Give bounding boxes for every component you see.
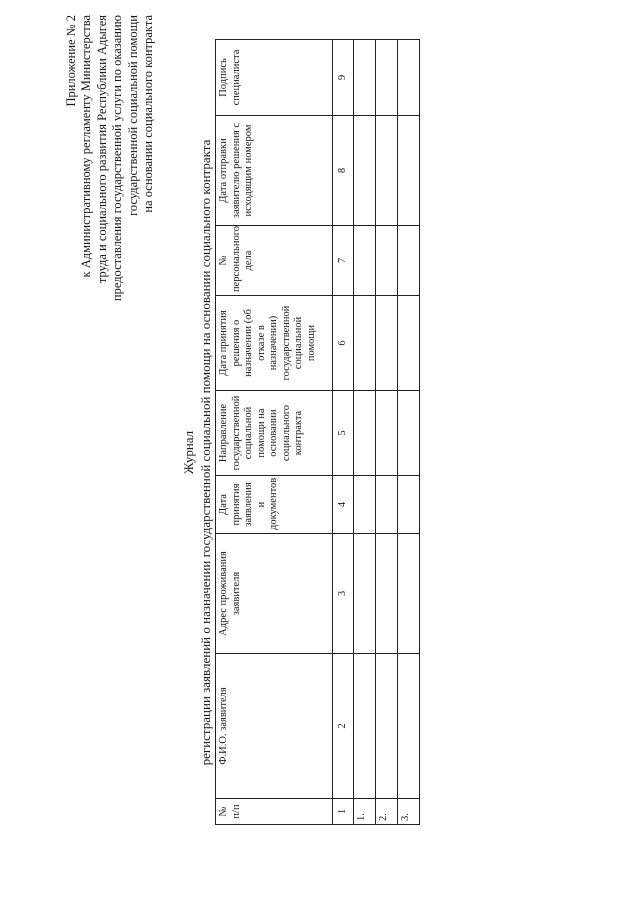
appendix-line: предоставления государственной услуги по оказанию: [110, 15, 125, 302]
row-number: 1.: [354, 799, 376, 825]
table-cell: [354, 476, 376, 534]
table-cell: [398, 116, 420, 226]
table-cell: [376, 391, 398, 476]
table-cell: [398, 226, 420, 296]
column-number: 4: [333, 476, 354, 534]
journal-table: [215, 39, 420, 825]
header-cell-case-number: № персонального дела: [216, 226, 333, 296]
table-cell: [354, 40, 376, 116]
appendix-line: Приложение № 2: [64, 15, 78, 107]
table-cell: [398, 40, 420, 116]
table-row: [398, 40, 420, 825]
row-number: 3.: [398, 799, 420, 825]
column-number: 7: [333, 226, 354, 296]
table-cell: [398, 296, 420, 391]
header-cell-signature: Подпись специалиста: [216, 40, 333, 116]
header-cell-send-date: Дата отправки заявителю решения с исходящим номером: [216, 116, 333, 226]
column-number: 1: [333, 799, 354, 825]
header-cell-decision-date: Дата принятия решения о назначении (об отказе в назначении) государственной социальной помощи: [216, 296, 333, 391]
appendix-line: к Административному регламенту Министерства: [79, 15, 94, 278]
table-row: [376, 40, 398, 825]
column-number: 5: [333, 391, 354, 476]
column-number: 8: [333, 116, 354, 226]
table-cell: [398, 534, 420, 654]
table-row: [354, 40, 376, 825]
appendix-line: государственной социальной помощи: [125, 15, 140, 216]
table-cell: [354, 116, 376, 226]
table-cell: [354, 226, 376, 296]
column-number: 3: [333, 534, 354, 654]
column-number: 9: [333, 40, 354, 116]
column-number: 2: [333, 654, 354, 799]
table-cell: [376, 654, 398, 799]
journal-title: Журнал: [181, 430, 196, 475]
table-cell: [354, 391, 376, 476]
table-cell: [376, 116, 398, 226]
table-cell: [398, 391, 420, 476]
table-header-row: [216, 40, 333, 825]
column-number-row: [333, 40, 354, 825]
header-cell-number: № п/п: [216, 799, 333, 825]
header-cell-date-received: Дата принятия заявления и документов: [216, 476, 333, 534]
table-cell: [376, 40, 398, 116]
table-cell: [354, 534, 376, 654]
header-cell-direction: Направление государственной социальной помощи на основании социального контракта: [216, 391, 333, 476]
table-cell: [354, 296, 376, 391]
header-cell-fio: Ф.И.О. заявителя: [216, 654, 333, 799]
column-number: 6: [333, 296, 354, 391]
table-cell: [354, 654, 376, 799]
appendix-line: на основании социального контракта: [141, 15, 156, 213]
row-number: 2.: [376, 799, 398, 825]
appendix-line: труда и социального развития Республики Адыгея: [94, 15, 109, 284]
table-cell: [376, 476, 398, 534]
journal-subtitle: регистрации заявлений о назначении государственной социальной помощи на основании социального контракта: [198, 139, 213, 766]
header-cell-address: Адрес проживания заявителя: [216, 534, 333, 654]
table-cell: [398, 654, 420, 799]
table-cell: [376, 226, 398, 296]
appendix-note: [64, 15, 156, 365]
table-cell: [376, 534, 398, 654]
table-cell: [376, 296, 398, 391]
table-cell: [398, 476, 420, 534]
